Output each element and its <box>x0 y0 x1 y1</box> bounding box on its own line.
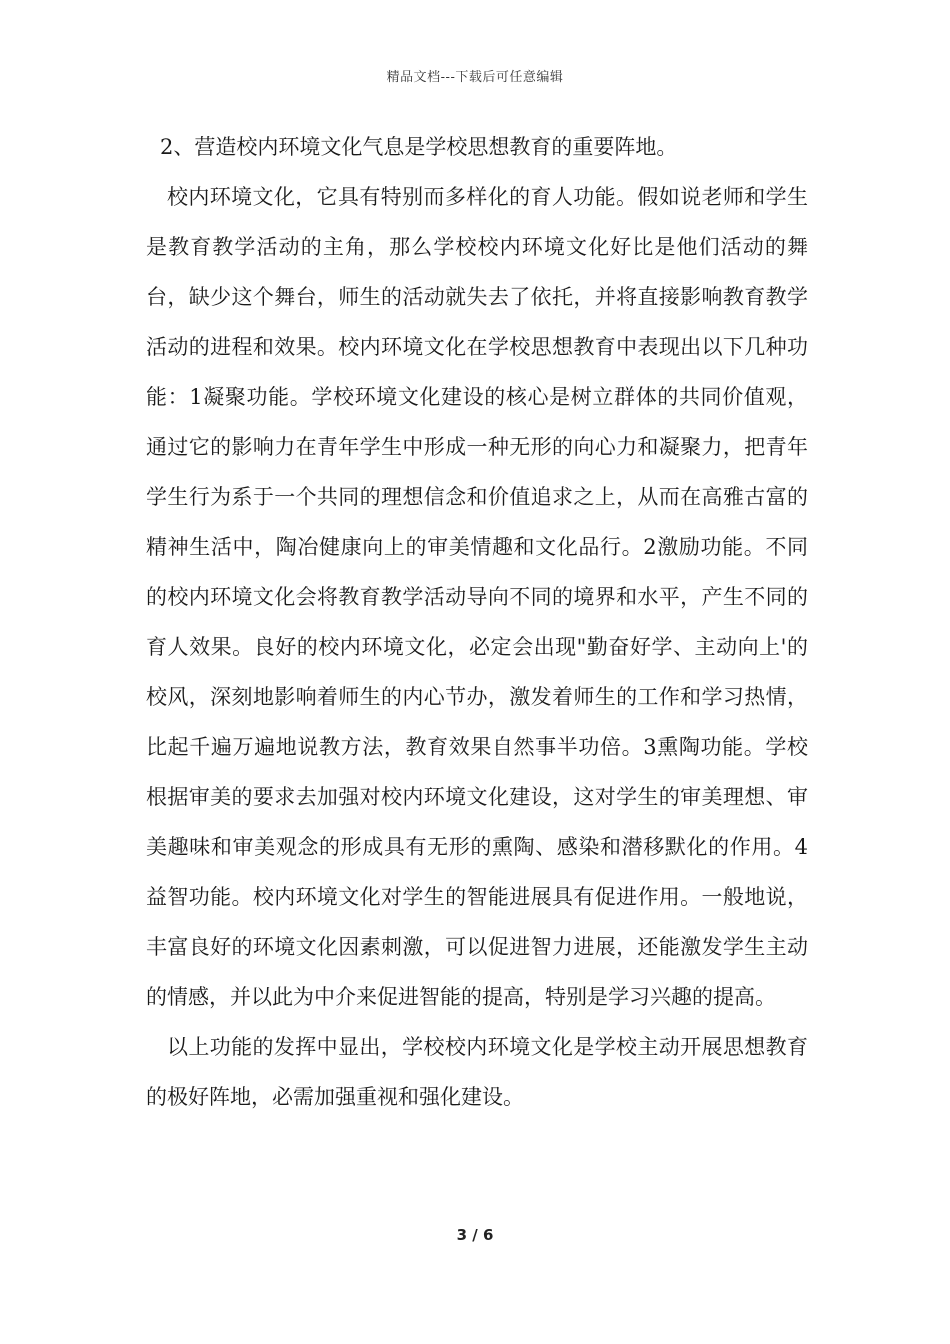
document-body <box>146 122 808 1122</box>
body-paragraph-conclusion: 以上功能的发挥中显出，学校校内环境文化是学校主动开展思想教育的极好阵地，必需加强重视和强化建设。 <box>146 1035 808 1109</box>
section-heading: 2、营造校内环境文化气息是学校思想教育的重要阵地。 <box>160 135 678 159</box>
page-header: 精品文档---下载后可任意编辑 <box>386 70 564 85</box>
page-number: 3 / 6 <box>456 1226 494 1244</box>
body-paragraph-functions: 校内环境文化，它具有特别而多样化的育人功能。假如说老师和学生是教育教学活动的主角，那么学校校内环境文化好比是他们活动的舞台，缺少这个舞台，师生的活动就失去了依托，并将直接影响教育教学活动的进程和效果。校内环境文化在学校思想教育中表现出以下几种功能：1凝聚功能。学校环境文化建设的核心是树立群体的共同价值观，通过它的影响力在青年学生中形成一种无形的向心力和凝聚力，把青年学生行为系于一个共同的理想信念和价值追求之上，从而在高雅古富的精神生活中，陶冶健康向上的审美情趣和文化品行。2激励功能。不同的校内环境文化会将教育教学活动导向不同的境界和水平，产生不同的育人效果。良好的校内环境文化，必定会出现"勤奋好学、主动向上'的校风，深刻地影响着师生的内心节办，激发着师生的工作和学习热情，比起千遍万遍地说教方法，教育效果自然事半功倍。3熏陶功能。学校根据审美的要求去加强对校内环境文化建设，这对学生的审美理想、审美趣味和审美观念的形成具有无形的熏陶、感染和潜移默化的作用。4益智功能。校内环境文化对学生的智能进展具有促进作用。一般地说，丰富良好的环境文化因素刺激，可以促进智力进展，还能激发学生主动的情感，并以此为中介来促进智能的提高，特别是学习兴趣的提高。 <box>146 185 808 1009</box>
